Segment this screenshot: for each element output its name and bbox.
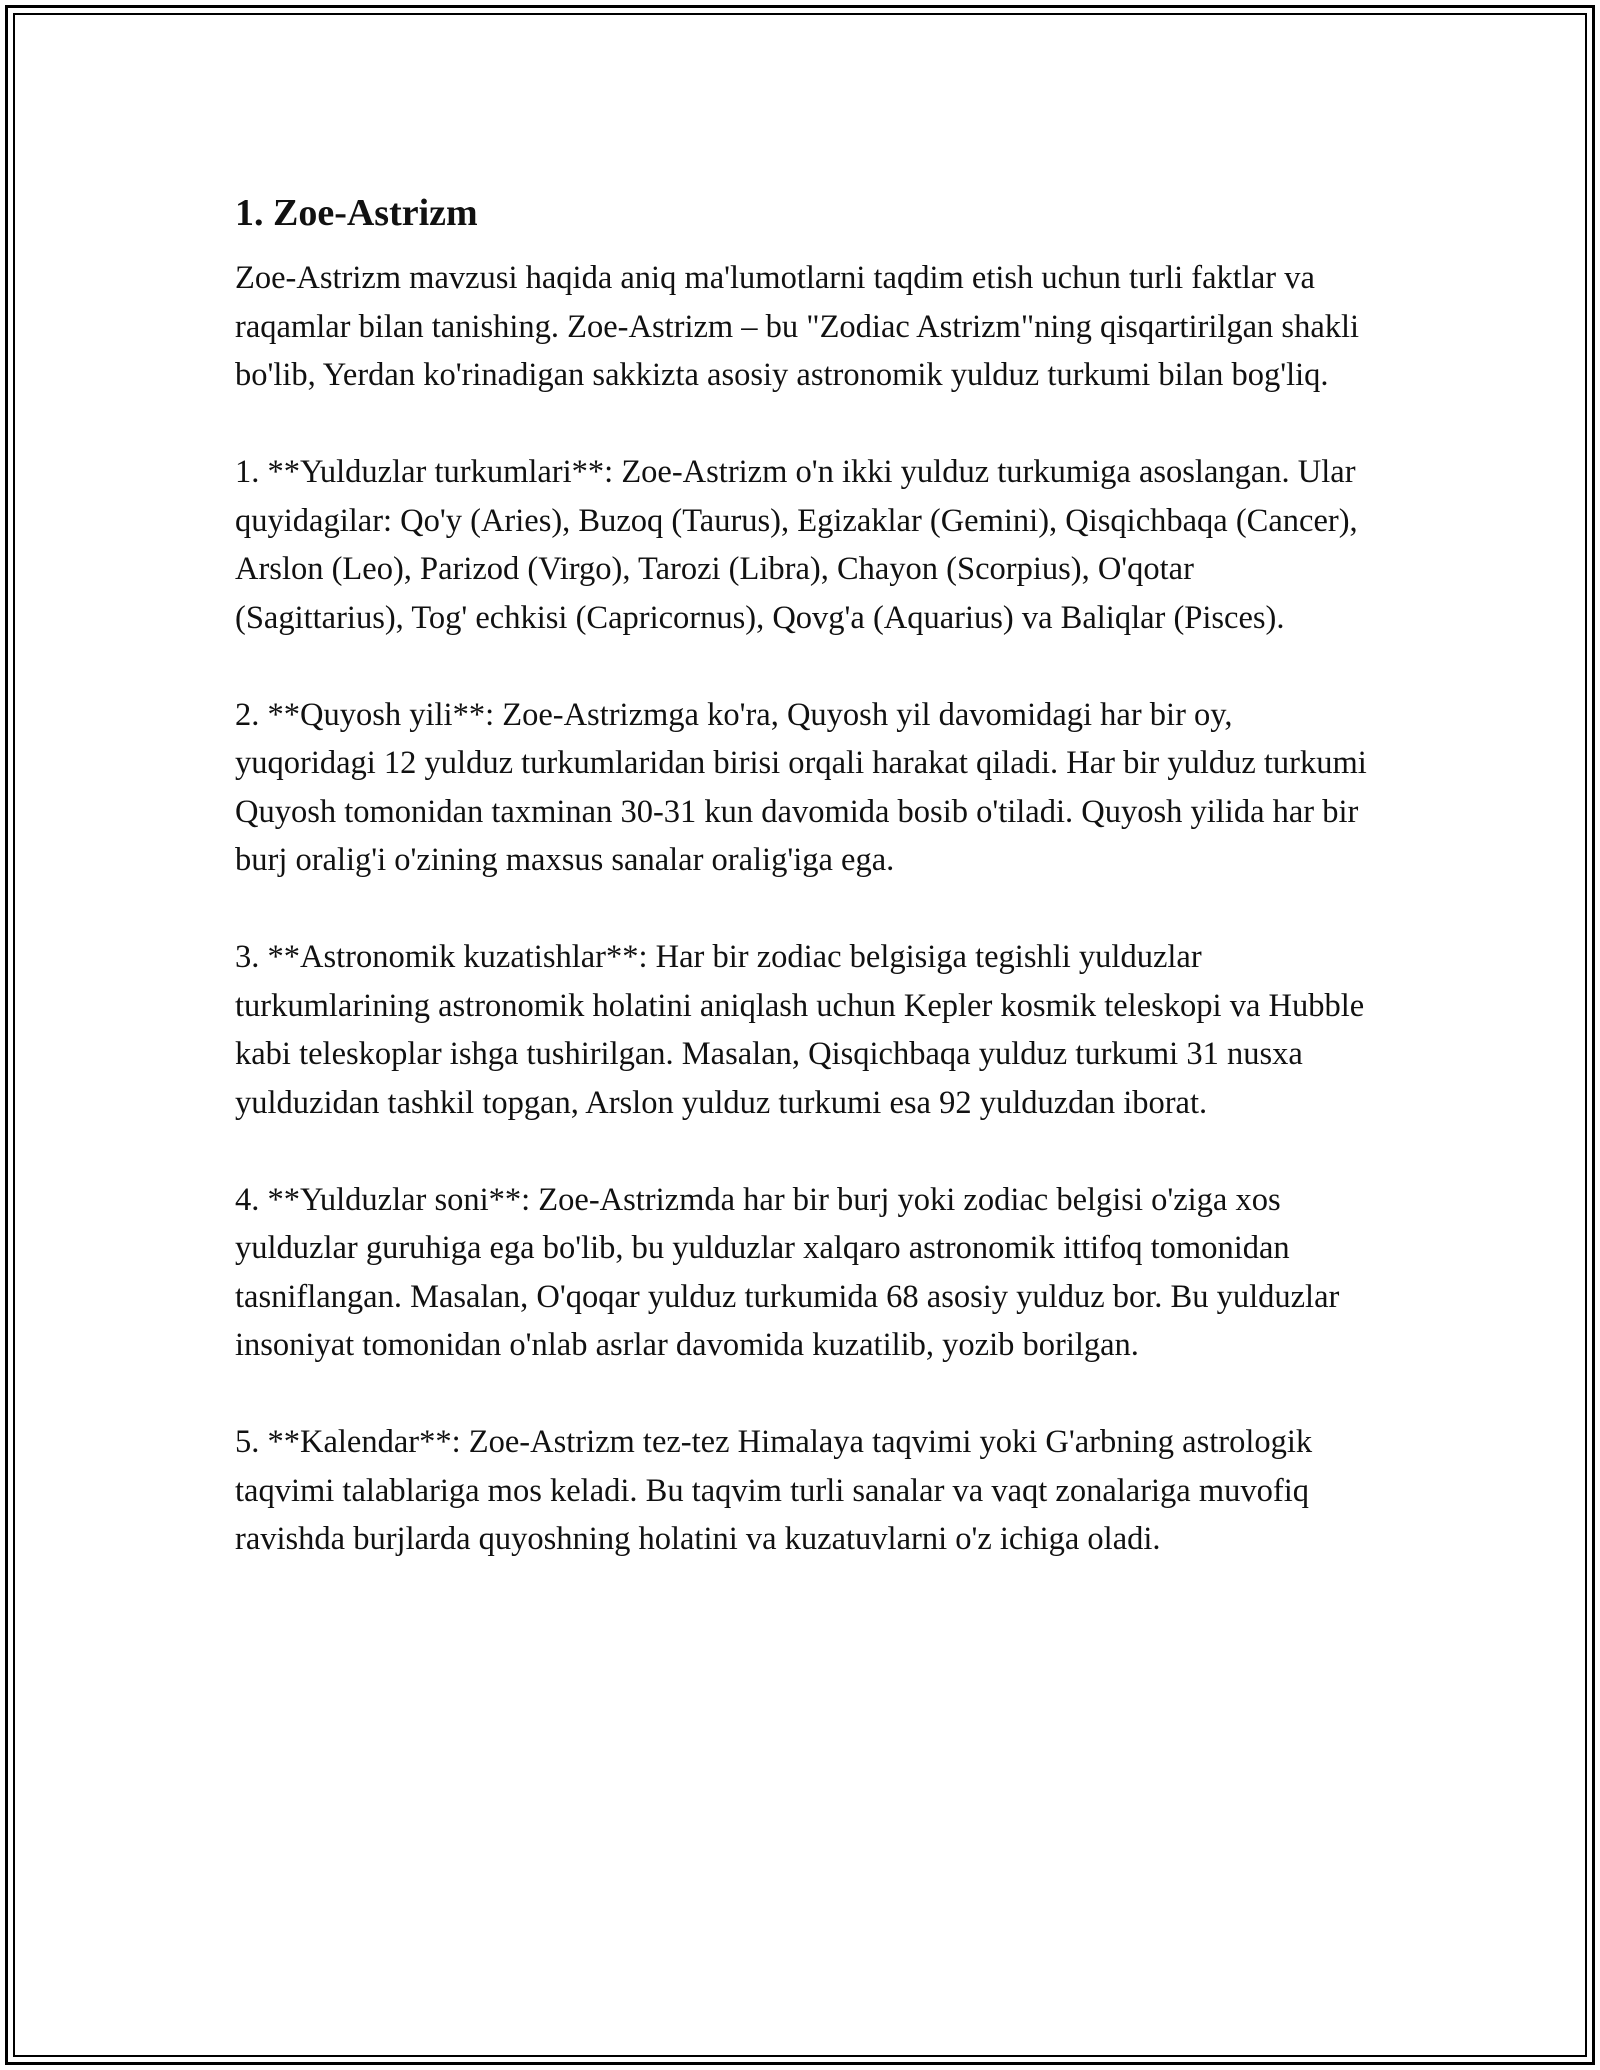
item-calendar: 5. **Kalendar**: Zoe-Astrizm tez-tez Himalaya taqvimi yoki G'arbning astrologik taqvimi talablariga mos keladi. Bu taqvim turli sanalar va vaqt zonalariga muvofiq ravishda burjlarda quyoshning holatini va kuzatuvlarni o'z ichiga oladi. xyxy=(235,1424,1313,1557)
document-body xyxy=(235,186,1370,1612)
section-heading: 1. Zoe-Astrizm xyxy=(235,192,478,234)
item-astronomical-observations: 3. **Astronomik kuzatishlar**: Har bir zodiac belgisiga tegishli yulduzlar turkumlarining astronomik holatini aniqlash uchun Kepler kosmik teleskopi va Hubble kabi teleskoplar ishga tushirilgan. Masalan, Qisqichbaqa yulduz turkumi 31 nusxa yulduzidan tashkil topgan, Arslon yulduz turkumi esa 92 yulduzdan iborat. xyxy=(235,939,1365,1121)
item-solar-year: 2. **Quyosh yili**: Zoe-Astrizmga ko'ra, Quyosh yil davomidagi har bir oy, yuqoridagi 12 yulduz turkumlaridan birisi orqali harakat qiladi. Har bir yulduz turkumi Quyosh tomonidan taxminan 30-31 kun davomida bosib o'tiladi. Quyosh yilida har bir burj oralig'i o'zining maxsus sanalar oralig'iga ega. xyxy=(235,696,1367,878)
item-star-count: 4. **Yulduzlar soni**: Zoe-Astrizmda har bir burj yoki zodiac belgisi o'ziga xos yulduzlar guruhiga ega bo'lib, bu yulduzlar xalqaro astronomik ittifoq tomonidan tasniflangan. Masalan, O'qoqar yulduz turkumida 68 asosiy yulduz bor. Bu yulduzlar insoniyat tomonidan o'nlab asrlar davomida kuzatilib, yozib borilgan. xyxy=(235,1181,1340,1363)
item-constellations: 1. **Yulduzlar turkumlari**: Zoe-Astrizm o'n ikki yulduz turkumiga asoslangan. Ular quyidagilar: Qo'y (Aries), Buzoq (Taurus), Egizaklar (Gemini), Qisqichbaqa (Cancer), Arslon (Leo), Parizod (Virgo), Tarozi (Libra), Chayon (Scorpius), O'qotar (Sagittarius), Tog' echkisi (Capricornus), Qovg'a (Aquarius) va Baliqlar (Pisces). xyxy=(235,454,1358,636)
intro-paragraph: Zoe-Astrizm mavzusi haqida aniq ma'lumotlarni taqdim etish uchun turli faktlar va raqamlar bilan tanishing. Zoe-Astrizm – bu "Zodiac Astrizm"ning qisqartirilgan shakli bo'lib, Yerdan ko'rinadigan sakkizta asosiy astronomik yulduz turkumi bilan bog'liq. xyxy=(235,260,1360,393)
